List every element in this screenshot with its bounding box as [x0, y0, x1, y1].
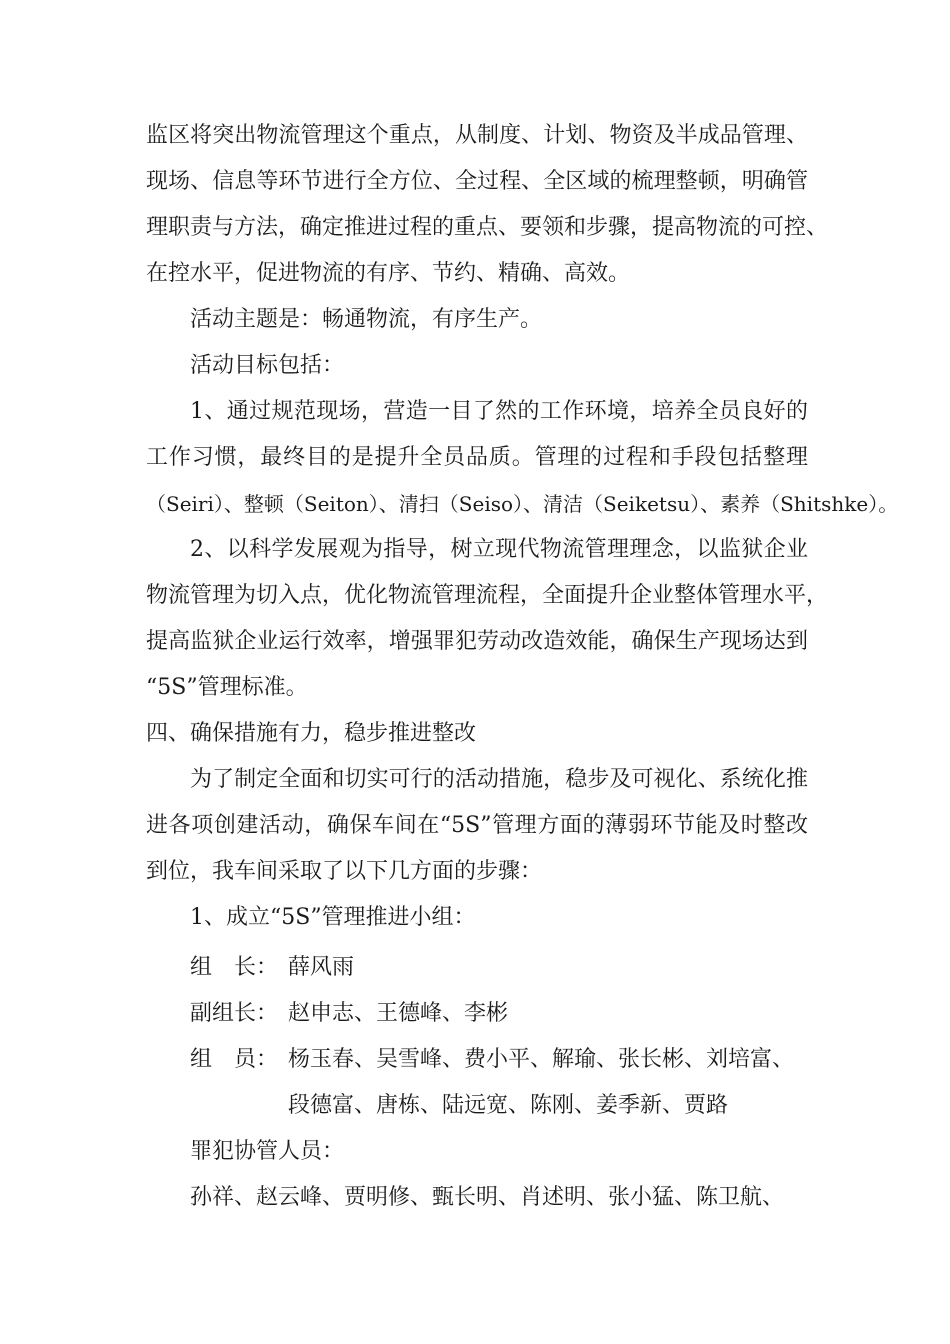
leader-names: 薛风雨 [288, 955, 355, 980]
intro-line-3: 理职责与方法，确定推进过程的重点、要领和步骤，提高物流的可控、 [146, 215, 829, 240]
assistants-heading: 罪犯协管人员： [190, 1139, 345, 1164]
goal-1-line-3: （Seiri）、整顿（Seiton）、清扫（Seiso）、清洁（Seiketsu）、素养（Shitshke）。 [146, 492, 899, 516]
member-label: 组 员： [190, 1047, 279, 1072]
goal-2-line-2: 物流管理为切入点，优化物流管理流程，全面提升企业整体管理水平， [146, 583, 829, 608]
goals-heading: 活动目标包括： [190, 353, 345, 378]
member-names-2: 段德富、唐栋、陆远宽、陈刚、姜季新、贾路 [288, 1093, 729, 1118]
member-names-1: 杨玉春、吴雪峰、费小平、解瑜、张长彬、刘培富、 [288, 1047, 795, 1072]
intro-line-2: 现场、信息等环节进行全方位、全过程、全区域的梳理整顿，明确管 [146, 169, 808, 194]
goal-1-line-1: 1、通过规范现场，营造一目了然的工作环境，培养全员良好的 [190, 399, 808, 424]
roster-member-row [190, 1045, 794, 1075]
goal-1-line-2: 工作习惯，最终目的是提升全员品质。管理的过程和手段包括整理 [146, 445, 808, 470]
goal-2-line-3: 提高监狱企业运行效率，增强罪犯劳动改造效能，确保生产现场达到 [146, 629, 808, 654]
section-heading: 四、确保措施有力，稳步推进整改 [146, 721, 477, 746]
measures-line-2: 进各项创建活动，确保车间在“5S”管理方面的薄弱环节能及时整改 [146, 813, 808, 838]
roster-leader-row [190, 953, 354, 983]
deputy-label: 副组长： [190, 1001, 279, 1026]
roster-deputy-row [190, 999, 508, 1029]
measures-line-3: 到位，我车间采取了以下几方面的步骤： [146, 859, 543, 884]
leader-label: 组 长： [190, 955, 279, 980]
goal-2-line-4: “5S”管理标准。 [146, 675, 308, 700]
theme-line: 活动主题是：畅通物流，有序生产。 [190, 307, 543, 332]
measures-line-1: 为了制定全面和切实可行的活动措施，稳步及可视化、系统化推 [190, 767, 808, 792]
assistants-names: 孙祥、赵云峰、贾明修、甄长明、肖述明、张小猛、陈卫航、 [190, 1185, 785, 1210]
intro-line-1: 监区将突出物流管理这个重点，从制度、计划、物资及半成品管理、 [146, 123, 808, 148]
step-1-heading: 1、成立“5S”管理推进小组： [190, 905, 476, 930]
goal-2-line-1: 2、以科学发展观为指导，树立现代物流管理理念，以监狱企业 [190, 537, 808, 562]
deputy-names: 赵申志、王德峰、李彬 [288, 1001, 509, 1026]
intro-line-4: 在控水平，促进物流的有序、节约、精确、高效。 [146, 261, 631, 286]
